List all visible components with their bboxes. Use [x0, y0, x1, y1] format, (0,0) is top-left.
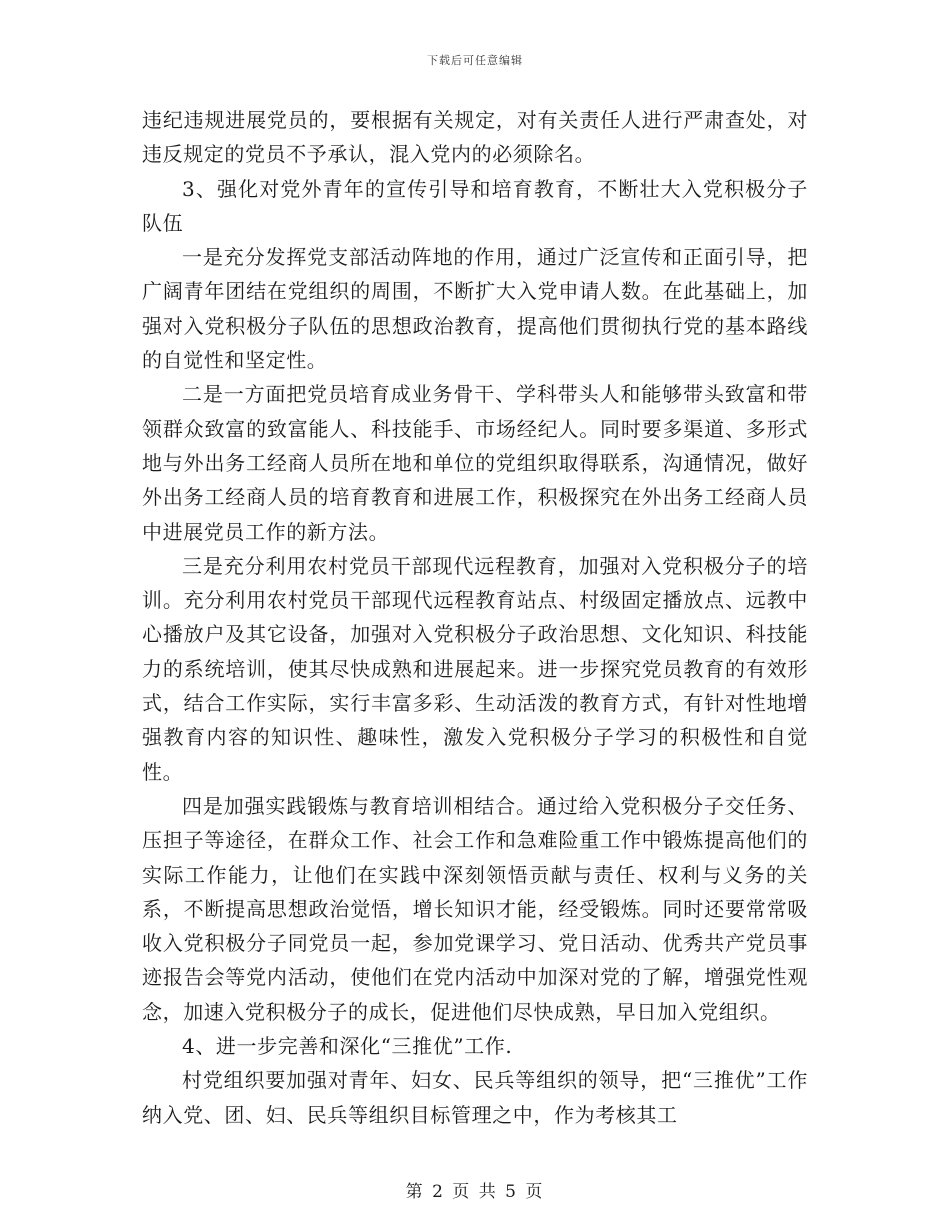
paragraph-point-1: 一是充分发挥党支部活动阵地的作用，通过广泛宣传和正面引导，把广阔青年团结在党组织的周围，不断扩大入党申请人数。在此基础上，加强对入党积极分子队伍的思想政治教育，提高他们贯彻执行党的基本路线的自觉性和坚定性。 — [142, 245, 808, 373]
page-header-note: 下载后可任意编辑 — [427, 54, 523, 67]
paragraph-1: 违纪违规进展党员的，要根据有关规定，对有关责任人进行严肃查处，对违反规定的党员不予承认，混入党内的必须除名。 — [142, 108, 808, 167]
document-body — [142, 103, 808, 1132]
paragraph-last: 村党组织要加强对青年、妇女、民兵等组织的领导，把“三推优”工作纳入党、团、妇、民兵等组织目标管理之中，作为考核其工 — [142, 1068, 808, 1127]
paragraph-point-4: 四是加强实践锻炼与教育培训相结合。通过给入党积极分子交任务、压担子等途径，在群众工作、社会工作和急难险重工作中锻炼提高他们的实际工作能力，让他们在实践中深刻领悟贡献与责任、权利与义务的关系，不断提高思想政治觉悟，增长知识才能，经受锻炼。同时还要常常吸收入党积极分子同党员一起，参加党课学习、党日活动、优秀共产党员事迹报告会等党内活动，使他们在党内活动中加深对党的了解，增强党性观念，加速入党积极分子的成长，促进他们尽快成熟，早日加入党组织。 — [142, 793, 808, 1024]
paragraph-point-3: 三是充分利用农村党员干部现代远程教育，加强对入党积极分子的培训。充分利用农村党员干部现代远程教育站点、村级固定播放点、远教中心播放户及其它设备，加强对入党积极分子政治思想、文化知识、科技能力的系统培训，使其尽快成熟和进展起来。进一步探究党员教育的有效形式，结合工作实际，实行丰富多彩、生动活泼的教育方式，有针对性地增强教育内容的知识性、趣味性，激发入党积极分子学习的积极性和自觉性。 — [142, 553, 808, 784]
page-number: 第 2 页 共 5 页 — [405, 1182, 545, 1202]
paragraph-point-2: 二是一方面把党员培育成业务骨干、学科带头人和能够带头致富和带领群众致富的致富能人、科技能手、市场经纪人。同时要多渠道、多形式地与外出务工经商人员所在地和单位的党组织取得联系，沟通情况，做好外出务工经商人员的培育教育和进展工作，积极探究在外出务工经商人员中进展党员工作的新方法。 — [142, 382, 808, 544]
section-heading-3: 3、强化对党外青年的宣传引导和培育教育，不断壮大入党积极分子队伍 — [142, 176, 808, 235]
section-heading-4: 4、进一步完善和深化“三推优”工作. — [182, 1034, 513, 1059]
